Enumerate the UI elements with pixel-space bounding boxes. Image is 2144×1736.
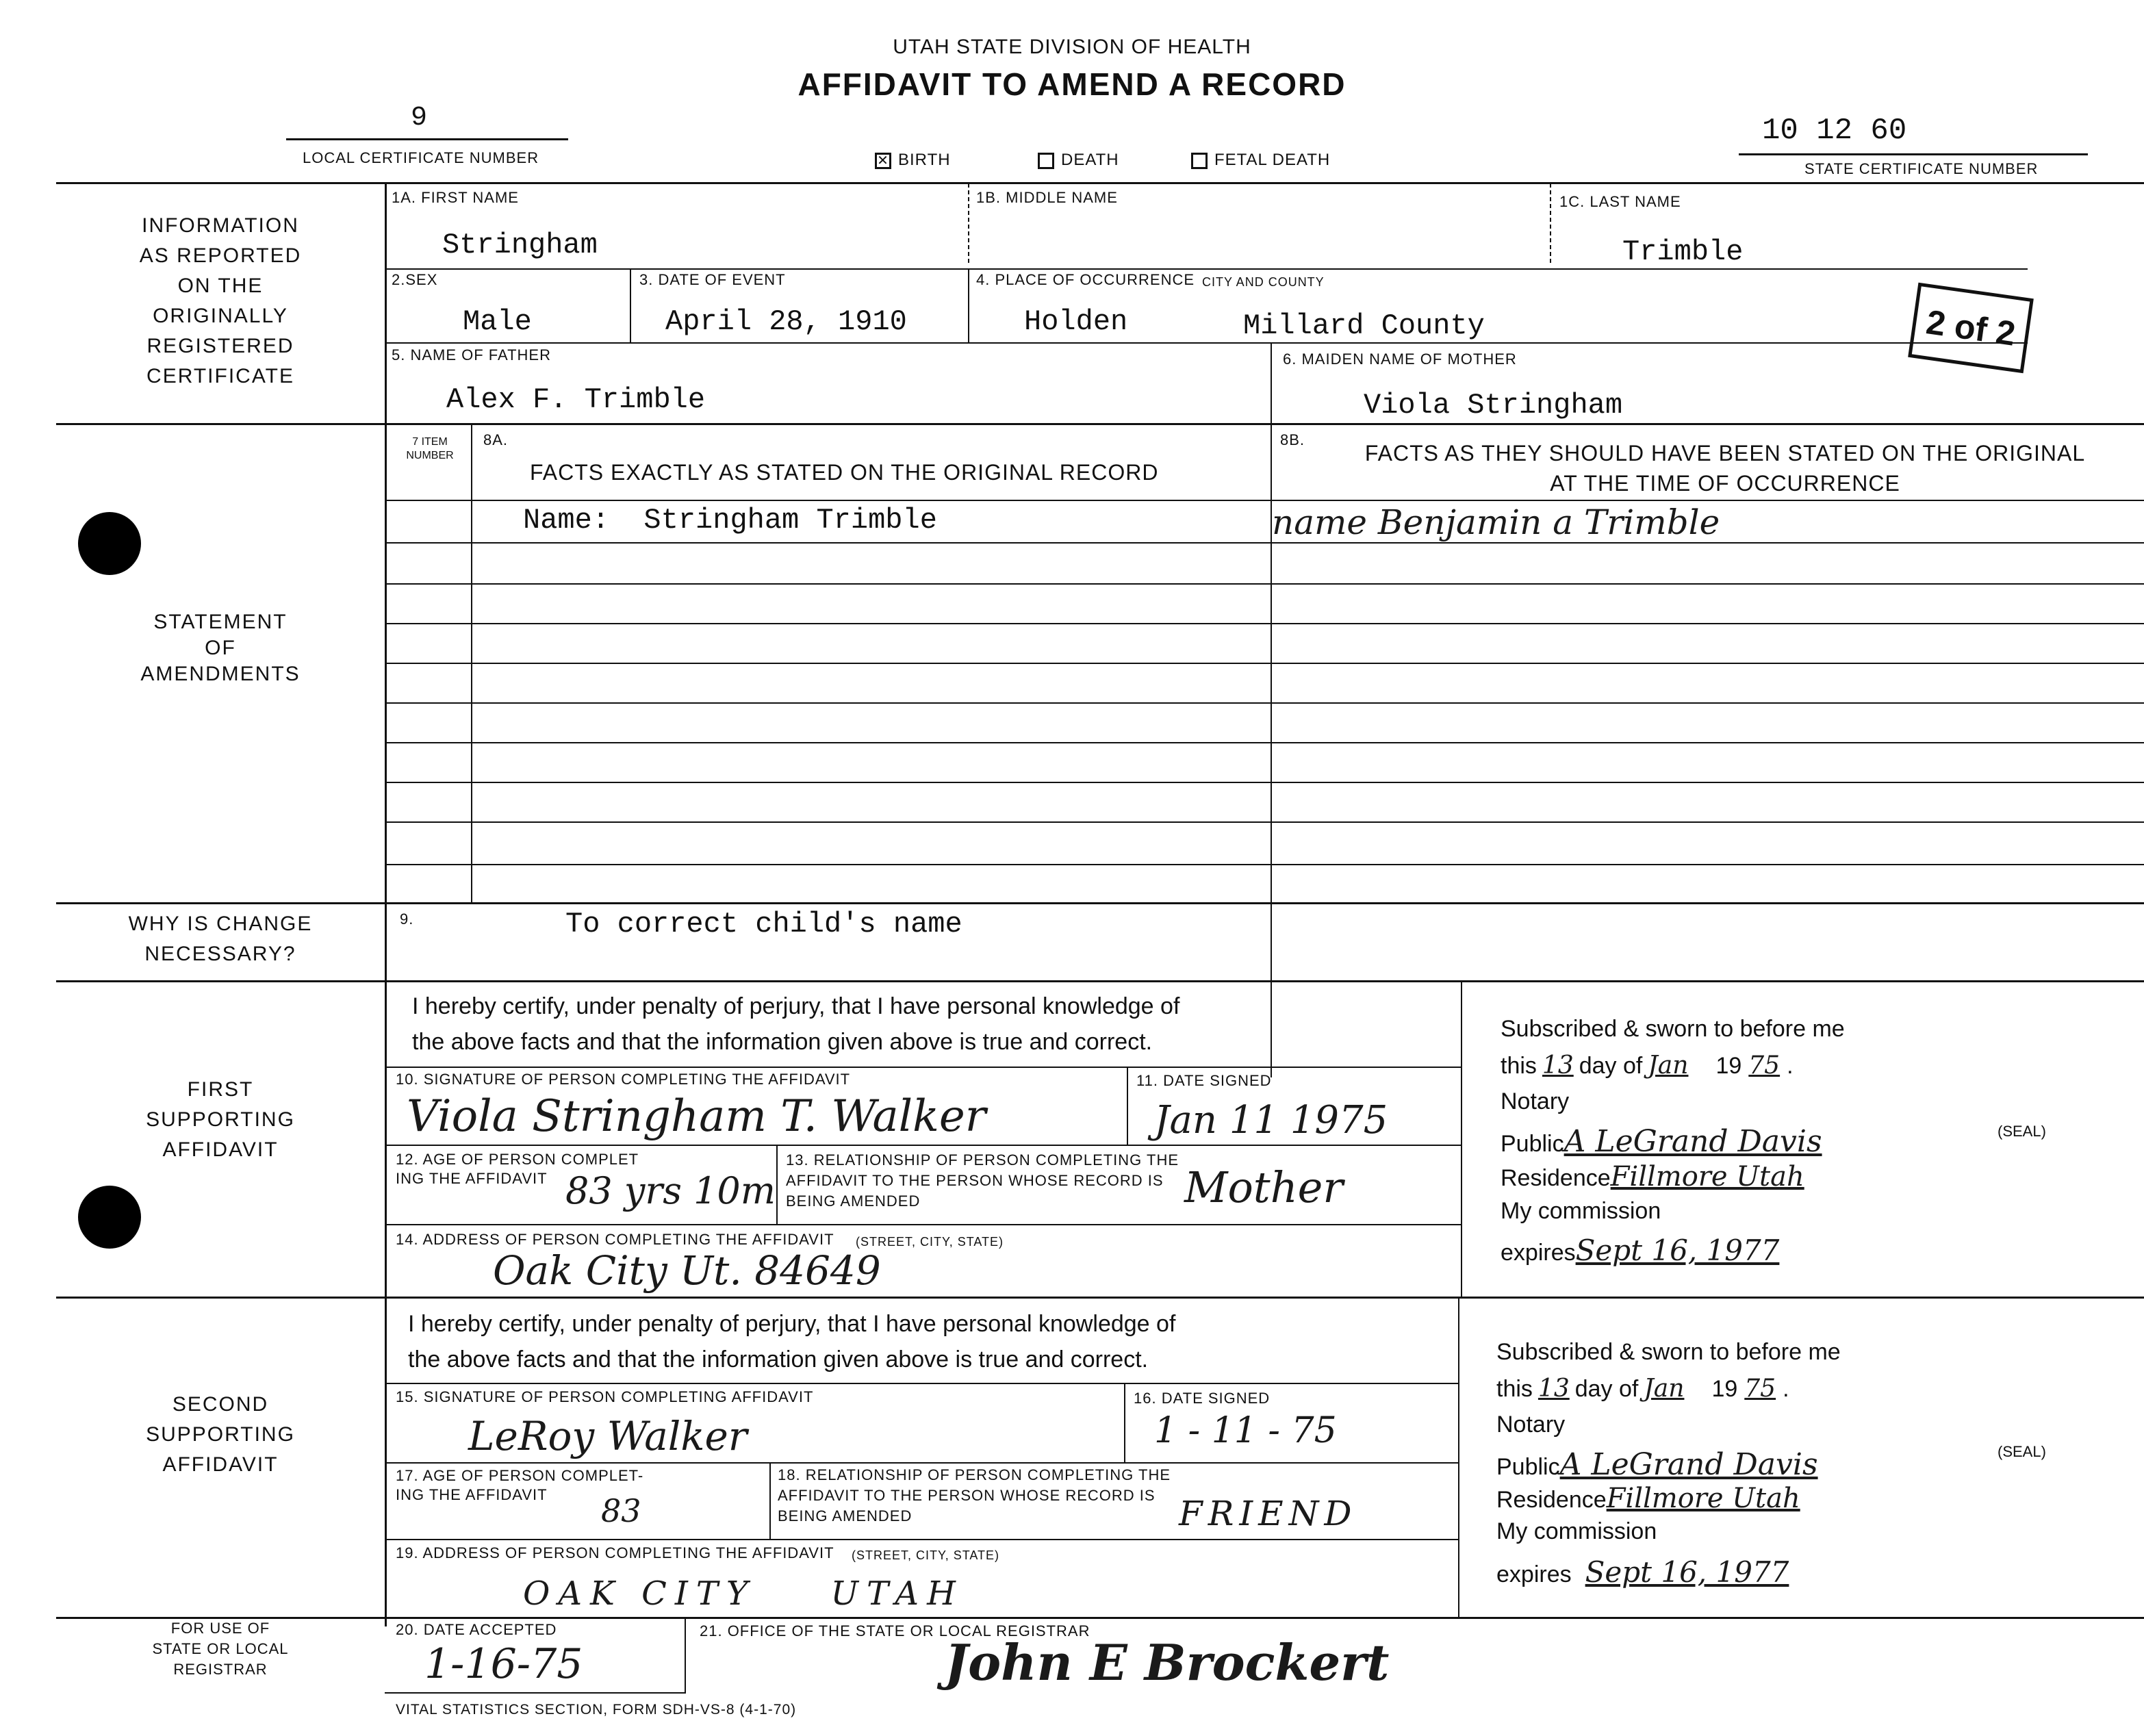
second-notary-expires-value[interactable]: Sept 16, 1977	[1585, 1555, 1789, 1589]
second-notary-year-prefix: 19	[1711, 1376, 1738, 1402]
second-notary-public-line	[1496, 1447, 1818, 1482]
first-notary-period: .	[1787, 1053, 1794, 1079]
first-certify-text: I hereby certify, under penalty of perjury, that I have personal knowledge of the above facts and that the information given above is true and correct.	[412, 993, 1180, 1055]
checkbox-death-box[interactable]	[1038, 153, 1054, 169]
divider-date-place	[968, 268, 969, 342]
divider-second-date	[1124, 1383, 1125, 1462]
father-label: 5. NAME OF FATHER	[392, 346, 551, 363]
amend-row1-corrected[interactable]: name Benjamin a Trimble	[1272, 502, 1720, 542]
first-age-label: 12. AGE OF PERSON COMPLET ING THE AFFIDAVIT	[396, 1151, 639, 1187]
state-cert-underline	[1739, 153, 2088, 155]
section-first-label: FIRST SUPPORTING AFFIDAVIT	[146, 1078, 295, 1161]
why-reason-value[interactable]: To correct child's name	[565, 908, 962, 941]
amend-row-9	[385, 864, 2144, 865]
second-notary-public-value[interactable]: A LeGrand Davis	[1559, 1447, 1818, 1482]
checkbox-fetal-death-box[interactable]	[1191, 153, 1208, 169]
place-sub-label: CITY AND COUNTY	[1202, 275, 1325, 289]
checkbox-death[interactable]	[1038, 151, 1119, 170]
agency-name: UTAH STATE DIVISION OF HEALTH	[893, 36, 1251, 58]
mother-value[interactable]: Viola Stringham	[1364, 389, 1623, 422]
first-notary-public-label: Public	[1501, 1131, 1564, 1157]
section-statement-label: STATEMENT OF AMENDMENTS	[140, 611, 301, 685]
divider-first-age	[776, 1145, 778, 1224]
item-number-label: 7 ITEM NUMBER	[406, 436, 454, 461]
amend-row-1	[385, 542, 2144, 544]
middle-name-label: 1B. MIDDLE NAME	[976, 189, 1118, 206]
divider-registrar	[685, 1617, 686, 1692]
form-title: AFFIDAVIT TO AMEND A RECORD	[797, 66, 1347, 102]
first-notary-sworn: Subscribed & sworn to before me	[1501, 1016, 1845, 1042]
divider-first-date	[1127, 1067, 1128, 1145]
grid-second-sig-top	[385, 1383, 1458, 1384]
amend-row-6	[385, 742, 2144, 743]
first-name-value[interactable]: Stringham	[442, 229, 598, 261]
first-notary-commission: My commission	[1501, 1198, 1661, 1224]
second-notary-period: .	[1783, 1376, 1789, 1402]
grid-left-col	[385, 182, 387, 1626]
mother-label: 6. MAIDEN NAME OF MOTHER	[1283, 350, 1517, 368]
first-name-label: 1A. FIRST NAME	[392, 189, 519, 206]
first-notary-expires-label: expires	[1501, 1240, 1576, 1266]
second-notary-seal: (SEAL)	[1998, 1443, 2046, 1460]
punch-hole-top	[78, 512, 141, 575]
checkbox-fetal-death[interactable]	[1191, 151, 1330, 170]
first-relationship-label: 13. RELATIONSHIP OF PERSON COMPLETING THE AFFIDAVIT TO THE PERSON WHOSE RECORD IS BEING AMENDED	[786, 1151, 1179, 1210]
second-address-label: 19. ADDRESS OF PERSON COMPLETING THE AFFIDAVIT	[396, 1544, 834, 1561]
sex-value[interactable]: Male	[463, 305, 532, 338]
divider-middle-name	[968, 183, 969, 263]
amend-row1-original[interactable]: Name: Stringham Trimble	[523, 504, 937, 537]
second-notary-residence-label: Residence	[1496, 1487, 1607, 1513]
grid-second-addr-top	[385, 1539, 1458, 1540]
grid-first-age-top	[385, 1145, 1461, 1146]
amend-row-2	[385, 583, 2144, 585]
second-notary-day[interactable]: 13	[1537, 1375, 1570, 1403]
col-8b-num: 8B.	[1280, 431, 1305, 448]
checkbox-birth-box[interactable]: ✕	[875, 153, 891, 169]
grid-row-1	[385, 268, 2028, 270]
second-certify-text: I hereby certify, under penalty of perjury, that I have personal knowledge of the above facts and that the information given above is true and correct.	[408, 1311, 1176, 1373]
second-notary-sworn: Subscribed & sworn to before me	[1496, 1339, 1841, 1365]
second-notary-year[interactable]: 75	[1744, 1375, 1776, 1403]
first-notary-residence-label: Residence	[1501, 1165, 1611, 1191]
second-address-sub-label: (STREET, CITY, STATE)	[852, 1548, 1000, 1562]
first-notary-year[interactable]: 75	[1748, 1051, 1781, 1080]
amend-row-5	[385, 702, 2144, 704]
amend-row-4	[385, 663, 2144, 664]
second-notary-residence-line	[1496, 1483, 1800, 1514]
section-registrar-label: FOR USE OF STATE OR LOCAL REGISTRAR	[152, 1620, 289, 1678]
last-name-label: 1C. LAST NAME	[1559, 193, 1681, 210]
sex-label: 2.SEX	[392, 271, 438, 288]
first-age-value[interactable]: 83 yrs 10m	[565, 1169, 776, 1212]
first-address-label: 14. ADDRESS OF PERSON COMPLETING THE AFFIDAVIT	[396, 1231, 834, 1248]
first-notary-residence-value[interactable]: Fillmore Utah	[1610, 1161, 1804, 1192]
first-address-sub-label: (STREET, CITY, STATE)	[856, 1235, 1004, 1249]
place-label: 4. PLACE OF OCCURRENCE	[976, 271, 1195, 288]
second-notary-day-of: day of	[1574, 1376, 1639, 1402]
second-notary-residence-value[interactable]: Fillmore Utah	[1606, 1483, 1800, 1514]
section-info-label: INFORMATION AS REPORTED ON THE ORIGINALLY REGISTERED CERTIFICATE	[139, 214, 302, 387]
second-relationship-label: 18. RELATIONSHIP OF PERSON COMPLETING THE AFFIDAVIT TO THE PERSON WHOSE RECORD IS BEING AMENDED	[778, 1466, 1171, 1524]
state-certificate-number: 10 12 60	[1762, 114, 1907, 148]
second-notary-day-line	[1496, 1375, 1789, 1403]
divider-sex-date	[630, 268, 631, 342]
first-notary-day-of: day of	[1579, 1053, 1643, 1079]
first-address-value[interactable]: Oak City Ut. 84649	[493, 1247, 881, 1294]
checkbox-birth-label: BIRTH	[898, 151, 951, 169]
second-notary-this: this	[1496, 1376, 1533, 1402]
second-age-value[interactable]: 83	[601, 1492, 641, 1529]
divider-second-age	[769, 1462, 771, 1539]
first-notary-month[interactable]: Jan	[1648, 1051, 1689, 1080]
first-relationship-value[interactable]: Mother	[1184, 1162, 1343, 1212]
last-name-value[interactable]: Trimble	[1622, 235, 1744, 268]
first-notary-expires-line	[1501, 1234, 1779, 1267]
first-notary-seal: (SEAL)	[1998, 1123, 2046, 1140]
checkbox-birth[interactable]	[875, 151, 951, 170]
local-certificate-label: LOCAL CERTIFICATE NUMBER	[303, 149, 539, 166]
registrar-office-label: 21. OFFICE OF THE STATE OR LOCAL REGISTRAR	[700, 1622, 1090, 1639]
date-accepted-value[interactable]: 1-16-75	[424, 1640, 583, 1688]
stamp-2-of-2: 2 of 2	[1908, 283, 2034, 374]
second-notary-expires-line	[1496, 1555, 1789, 1589]
place-county-value[interactable]: Millard County	[1243, 309, 1485, 342]
amend-row-3	[385, 623, 2144, 624]
grid-top	[56, 182, 2144, 184]
grid-why-bottom	[56, 980, 2144, 982]
first-notary-public-value[interactable]: A LeGrand Davis	[1564, 1124, 1822, 1159]
father-value[interactable]: Alex F. Trimble	[446, 383, 706, 416]
first-date-value[interactable]: Jan 11 1975	[1154, 1098, 1388, 1143]
second-relationship-value[interactable]: FRIEND	[1179, 1494, 1357, 1533]
second-age-label: 17. AGE OF PERSON COMPLET- ING THE AFFIDAVIT	[396, 1467, 644, 1503]
grid-amend-bottom	[56, 902, 2144, 904]
grid-second-age-top	[385, 1462, 1458, 1464]
form-footer: VITAL STATISTICS SECTION, FORM SDH-VS-8 (4-1-70)	[396, 1702, 797, 1718]
grid-first-bottom	[56, 1297, 2144, 1299]
registrar-underline	[385, 1692, 686, 1694]
second-date-label: 16. DATE SIGNED	[1134, 1390, 1271, 1407]
first-notary-year-prefix: 19	[1715, 1053, 1742, 1079]
registrar-signature[interactable]: John E Brockert	[945, 1633, 1390, 1692]
divider-notary-1	[1461, 980, 1462, 1297]
grid-first-addr-top	[385, 1224, 1461, 1225]
date-accepted-label: 20. DATE ACCEPTED	[396, 1621, 557, 1638]
col-8a-label: FACTS EXACTLY AS STATED ON THE ORIGINAL RECORD	[530, 460, 1159, 485]
grid-row-2	[385, 342, 2028, 344]
first-date-label: 11. DATE SIGNED	[1136, 1072, 1272, 1089]
grid-first-sig-top	[385, 1067, 1461, 1068]
second-notary-commission: My commission	[1496, 1518, 1657, 1544]
why-num: 9.	[400, 910, 414, 928]
first-notary-day-line	[1501, 1051, 1794, 1080]
punch-hole-bottom	[78, 1186, 141, 1249]
place-city-value[interactable]: Holden	[1024, 305, 1128, 338]
first-notary-expires-value[interactable]: Sept 16, 1977	[1575, 1234, 1780, 1267]
section-why-label: WHY IS CHANGE NECESSARY?	[128, 912, 313, 965]
second-date-value[interactable]: 1 - 11 - 75	[1154, 1410, 1337, 1451]
checkbox-death-label: DEATH	[1061, 151, 1119, 169]
first-signature-label: 10. SIGNATURE OF PERSON COMPLETING THE AFFIDAVIT	[396, 1071, 851, 1088]
date-of-event-label: 3. DATE OF EVENT	[639, 271, 786, 288]
second-notary-expires-label: expires	[1496, 1561, 1572, 1587]
col-8b-label: FACTS AS THEY SHOULD HAVE BEEN STATED ON THE ORIGINAL AT THE TIME OF OCCURRENCE	[1364, 441, 2086, 496]
local-cert-underline	[286, 138, 568, 140]
date-of-event-value[interactable]: April 28, 1910	[665, 305, 907, 338]
second-notary-month[interactable]: Jan	[1644, 1375, 1685, 1403]
first-notary-label: Notary	[1501, 1088, 1570, 1114]
first-notary-public-line	[1501, 1124, 1822, 1159]
second-address-value[interactable]: OAK CITY UTAH	[523, 1574, 964, 1613]
amend-row-7	[385, 782, 2144, 783]
first-notary-this: this	[1501, 1053, 1537, 1079]
checkbox-fetal-death-label: FETAL DEATH	[1214, 151, 1331, 169]
second-signature-value[interactable]: LeRoy Walker	[468, 1413, 748, 1459]
local-certificate-number: 9	[411, 103, 428, 133]
second-signature-label: 15. SIGNATURE OF PERSON COMPLETING AFFIDAVIT	[396, 1388, 814, 1405]
section-second-label: SECOND SUPPORTING AFFIDAVIT	[146, 1393, 295, 1476]
first-signature-value[interactable]: Viola Stringham T. Walker	[407, 1091, 986, 1142]
first-notary-residence-line	[1501, 1161, 1804, 1192]
second-notary-public-label: Public	[1496, 1454, 1560, 1480]
first-notary-day[interactable]: 13	[1542, 1051, 1574, 1080]
grid-info-bottom	[56, 423, 2144, 425]
second-notary-label: Notary	[1496, 1412, 1566, 1438]
amend-row-8	[385, 821, 2144, 823]
divider-last-name	[1550, 183, 1551, 263]
divider-father-mother	[1271, 342, 1272, 1077]
col-8a-num: 8A.	[483, 431, 509, 448]
state-certificate-label: STATE CERTIFICATE NUMBER	[1804, 160, 2039, 177]
grid-amend-head	[385, 500, 2144, 501]
divider-notary-2	[1458, 1297, 1459, 1617]
